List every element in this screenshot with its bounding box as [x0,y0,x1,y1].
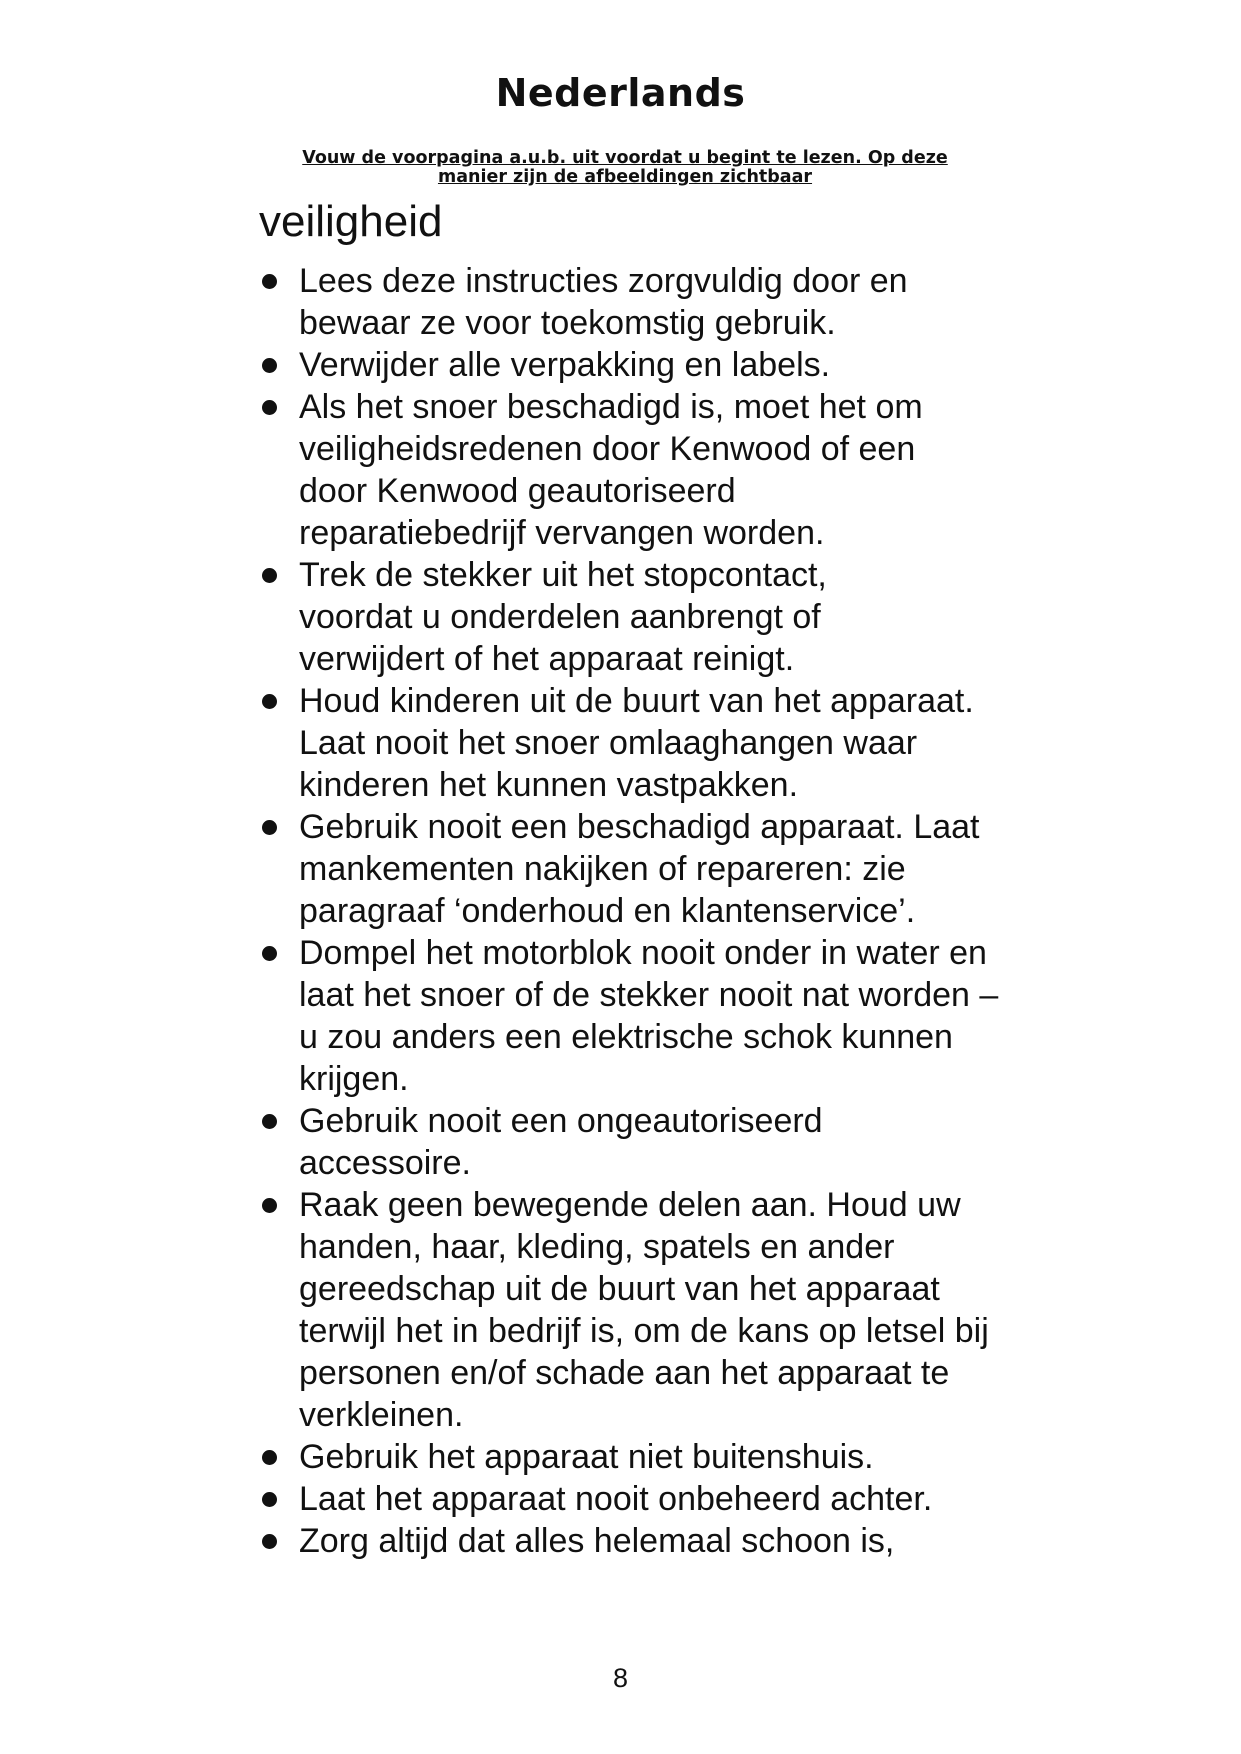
list-item-text: Gebruik nooit een ongeautoriseerd accessoire. [299,1102,823,1182]
page-title: Nederlands [495,71,746,115]
list-item-text: Gebruik nooit een beschadigd apparaat. Laat mankementen nakijken of repareren: zie paragraaf ‘onderhoud en klantenservice’. [299,808,980,930]
bullet-icon [262,1534,277,1549]
fold-out-notice: Vouw de voorpagina a.u.b. uit voordat u begint te lezen. Op deze manier zijn de afbeeldingen zichtbaar [302,148,948,187]
list-item [259,344,1019,386]
list-item [259,680,1019,806]
bullet-icon [262,820,277,835]
bullet-icon [262,1114,277,1129]
list-item-text: Trek de stekker uit het stopcontact, voordat u onderdelen aanbrengt of verwijdert of het apparaat reinigt. [299,556,827,678]
bullet-icon [262,946,277,961]
list-item [259,1184,1019,1436]
bullet-icon [262,358,277,373]
list-item [259,932,1019,1100]
list-item-text: Lees deze instructies zorgvuldig door en bewaar ze voor toekomstig gebruik. [299,262,908,342]
list-item [259,1478,1019,1520]
list-item-text: Als het snoer beschadigd is, moet het om veiligheidsredenen door Kenwood of een door Kenwood geautoriseerd reparatiebedrijf vervangen worden. [299,388,923,552]
safety-list [259,260,1019,1562]
list-item [259,260,1019,344]
list-item [259,386,1019,554]
list-item [259,806,1019,932]
bullet-icon [262,274,277,289]
bullet-icon [262,1450,277,1465]
list-item [259,1100,1019,1184]
list-item-text: Raak geen bewegende delen aan. Houd uw handen, haar, kleding, spatels en ander gereedschap uit de buurt van het apparaat terwijl het in bedrijf is, om de kans op letsel bij personen en/of schade aan het apparaat te verkleinen. [299,1186,989,1434]
list-item [259,554,1019,680]
list-item [259,1520,1019,1562]
page-number: 8 [612,1663,629,1693]
list-item-text: Laat het apparaat nooit onbeheerd achter. [299,1480,933,1518]
list-item-text: Gebruik het apparaat niet buitenshuis. [299,1438,874,1476]
list-item [259,1436,1019,1478]
section-heading-veiligheid: veiligheid [259,197,443,246]
bullet-icon [262,1492,277,1507]
bullet-icon [262,1198,277,1213]
bullet-icon [262,400,277,415]
list-item-text: Houd kinderen uit de buurt van het apparaat. Laat nooit het snoer omlaaghangen waar kinderen het kunnen vastpakken. [299,682,974,804]
bullet-icon [262,568,277,583]
bullet-icon [262,694,277,709]
list-item-text: Verwijder alle verpakking en labels. [299,346,831,384]
list-item-text: Zorg altijd dat alles helemaal schoon is, [299,1522,895,1560]
list-item-text: Dompel het motorblok nooit onder in water en laat het snoer of de stekker nooit nat worden – u zou anders een elektrische schok kunnen krijgen. [299,934,999,1098]
